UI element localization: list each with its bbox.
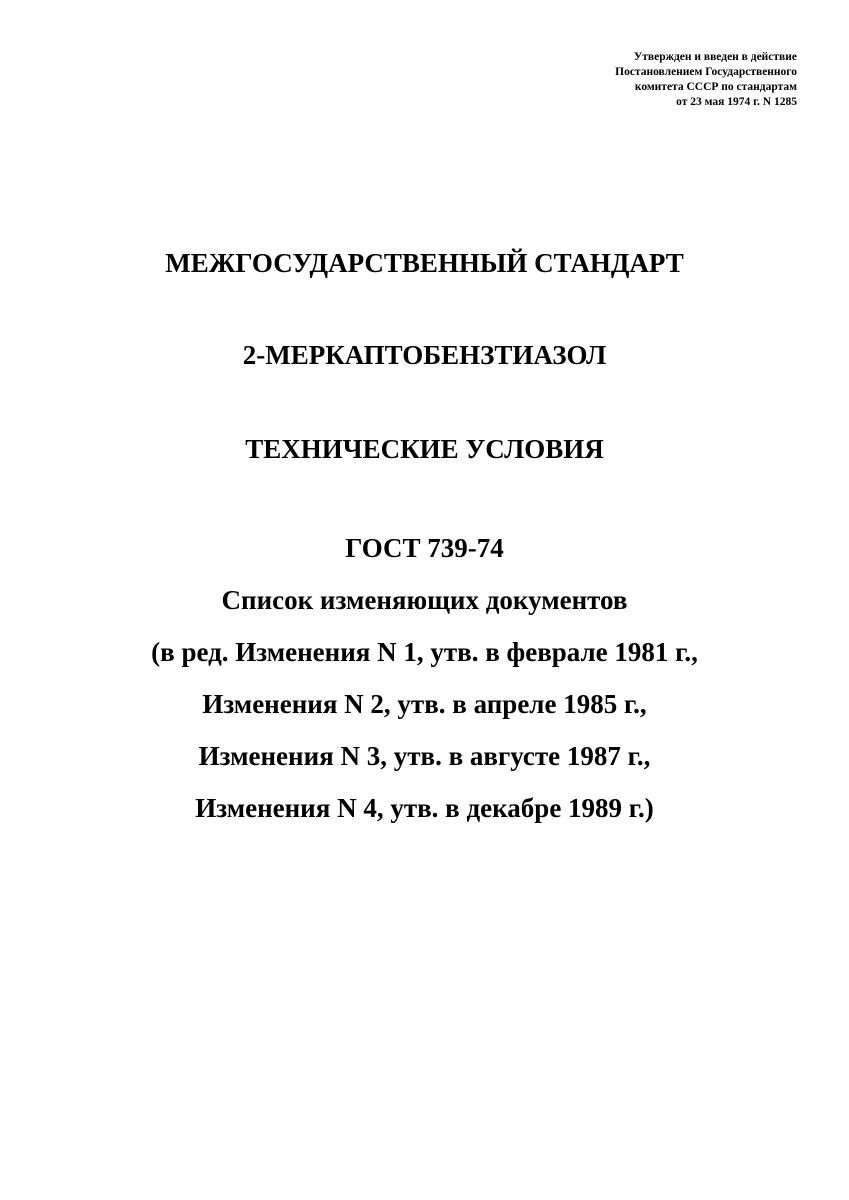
amendment-line: Изменения N 3, утв. в августе 1987 г., <box>198 741 651 771</box>
approval-line: от 23 мая 1974 г. N 1285 <box>676 96 797 108</box>
amendment-line: Изменения N 2, утв. в апреле 1985 г., <box>202 689 647 719</box>
standard-code: ГОСТ 739-74 <box>345 533 504 563</box>
document-title: 2-МЕРКАПТОБЕНЗТИАЗОЛ <box>242 340 607 370</box>
amendments-block <box>0 522 849 834</box>
approval-line: комитета СССР по стандартам <box>634 81 797 93</box>
amendments-heading: Список изменяющих документов <box>221 585 628 615</box>
approval-note <box>615 50 797 110</box>
amendment-line: (в ред. Изменения N 1, утв. в феврале 1981 г., <box>151 637 698 667</box>
document-subtitle: ТЕХНИЧЕСКИЕ УСЛОВИЯ <box>245 434 604 464</box>
amendment-line: Изменения N 4, утв. в декабре 1989 г.) <box>195 793 654 823</box>
approval-line: Постановлением Государственного <box>615 66 797 78</box>
standard-type-heading: МЕЖГОСУДАРСТВЕННЫЙ СТАНДАРТ <box>165 248 684 278</box>
approval-line: Утвержден и введен в действие <box>633 51 797 63</box>
